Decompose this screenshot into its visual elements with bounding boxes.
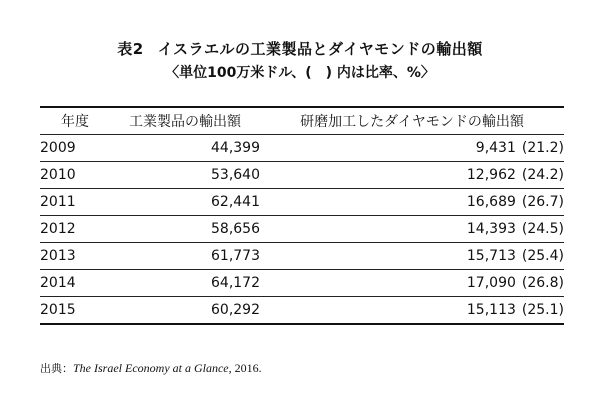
diamond-cell [260,216,564,243]
diamond-value: 15,713 [466,248,516,264]
table-row [40,297,564,325]
diamond-ratio: (25.1) [521,302,564,318]
industrial-cell: 61,773 [110,243,260,270]
header-diamond: 研磨加工したダイヤモンドの輸出額 [260,107,564,135]
industrial-cell: 58,656 [110,216,260,243]
diamond-ratio: (26.8) [521,275,564,291]
source-note [40,360,262,376]
diamond-ratio: (21.2) [521,140,564,156]
source-label: 出典： [40,362,73,375]
year-cell: 2009 [40,135,110,162]
source-publication: The Israel Economy at a Glance [73,361,229,375]
industrial-cell: 64,172 [110,270,260,297]
table-title [0,38,600,59]
year-cell: 2013 [40,243,110,270]
diamond-cell [260,270,564,297]
diamond-cell [260,297,564,325]
diamond-value: 15,113 [466,302,516,318]
header-industrial: 工業製品の輸出額 [110,107,260,135]
year-cell: 2011 [40,189,110,216]
source-year: , 2016. [228,361,262,375]
year-cell: 2012 [40,216,110,243]
table-row [40,216,564,243]
diamond-ratio: (24.5) [521,221,564,237]
diamond-cell [260,135,564,162]
diamond-value: 17,090 [466,275,516,291]
year-cell: 2014 [40,270,110,297]
table-title-text: イスラエルの工業製品とダイヤモンドの輸出額 [157,40,483,58]
diamond-value: 12,962 [466,167,516,183]
diamond-cell [260,189,564,216]
header-row [40,107,564,135]
table-row [40,243,564,270]
table-number: 表2 [117,40,144,58]
diamond-ratio: (24.2) [521,167,564,183]
year-cell: 2015 [40,297,110,325]
year-cell: 2010 [40,162,110,189]
table-row [40,162,564,189]
diamond-value: 14,393 [466,221,516,237]
diamond-ratio: (25.4) [521,248,564,264]
table-row [40,189,564,216]
table-subtitle: 〈単位100万米ドル、( ) 内は比率、%〉 [165,65,435,81]
diamond-cell [260,162,564,189]
header-year: 年度 [40,107,110,135]
industrial-cell: 60,292 [110,297,260,325]
diamond-cell [260,243,564,270]
table-row [40,270,564,297]
export-table [40,106,564,325]
industrial-cell: 53,640 [110,162,260,189]
diamond-ratio: (26.7) [521,194,564,210]
diamond-value: 9,431 [475,140,516,156]
diamond-value: 16,689 [466,194,516,210]
industrial-cell: 62,441 [110,189,260,216]
table-row [40,135,564,162]
industrial-cell: 44,399 [110,135,260,162]
